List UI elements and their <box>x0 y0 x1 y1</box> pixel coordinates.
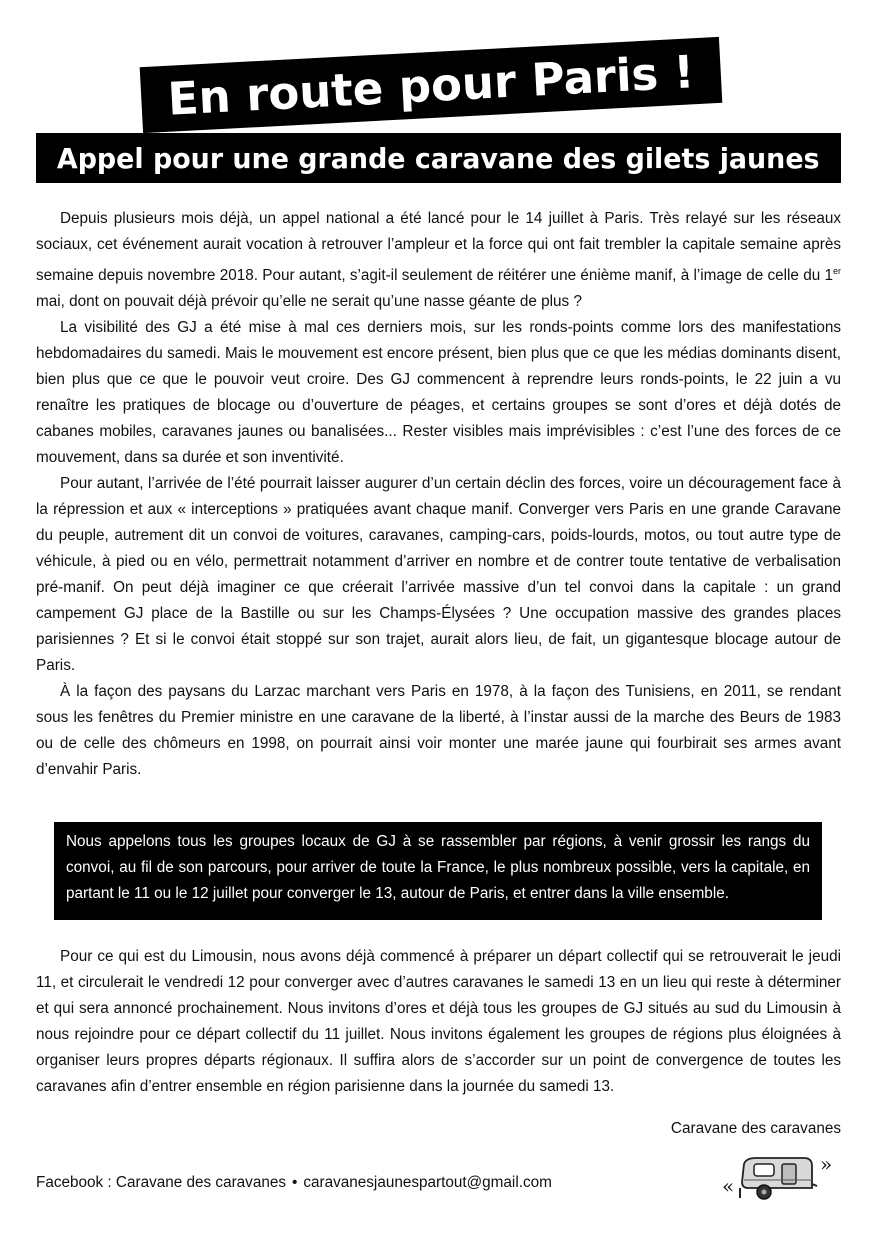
subtitle-bar <box>36 133 841 183</box>
signature: Caravane des caravanes <box>670 1120 841 1137</box>
paragraph-3: Pour autant, l’arrivée de l’été pourrait laisser augurer d’un certain déclin des forces, voire un découragement face à la répression et aux « interceptions » pratiquées avant chaque manif. Converger vers Paris en une grande Caravane du peuple, autrement dit un convoi de voitures, caravanes, camping-cars, poids-lourds, motos, ou tout autre type de véhicule, à pied ou en vélo, permettrait notamment d’arriver en nombre et de contrer toute tentative de verbalisation pré-manif. On peut déjà imaginer ce que créerait l’arrivée massive d’un tel convoi dans la capitale : un grand campement GJ place de la Bastille ou sur les Champs-Élysées ? Une occupation massive des grandes places parisiennes ? Et si le convoi était stoppé sur son trajet, aurait alors lieu, de fait, un gigantesque blocage autour de Paris. <box>36 475 841 675</box>
caravan-icon <box>738 1154 818 1204</box>
footer-contact <box>36 1174 552 1192</box>
title-banner <box>140 37 723 133</box>
paragraph-1-text-b: mai, dont on pouvait déjà prévoir qu’elle ne serait qu’une nasse géante de plus ? <box>36 293 582 311</box>
close-quote-mark: » <box>820 1152 833 1176</box>
call-to-action-text: Nous appelons tous les groupes locaux de GJ à se rassembler par régions, à venir grossir les rangs du convoi, au fil de son parcours, pour arriver de toute la France, le plus nombreux possible, vers la capitale, en partant le 11 ou le 12 juillet pour converger le 13, autour de Paris, et entrer dans la ville ensemble. <box>66 833 810 902</box>
facebook-link[interactable]: Facebook : Caravane des caravanes <box>36 1174 286 1191</box>
caravan-logo <box>722 1148 840 1208</box>
call-to-action-box <box>54 822 822 920</box>
paragraph-5: Pour ce qui est du Limousin, nous avons déjà commencé à préparer un départ collectif qui se retrouverait le jeudi 11, et circulerait le vendredi 12 pour converger avec d’autres caravanes le samedi 13 en un lieu qui reste à déterminer et qui sera annoncé prochainement. Nous invitons d’ores et déjà tous les groupes de GJ situés au sud du Limousin à nous rejoindre pour ce départ collectif du 11 juillet. Nous invitons également les groupes de régions plus éloignées à organiser leurs propres départs régionaux. Il suffira alors de s’accorder sur un point de convergence de toutes les caravanes afin d’entrer ensemble en région parisienne dans la journée du samedi 13. <box>36 948 841 1095</box>
paragraph-1 <box>36 206 841 315</box>
paragraph-4: À la façon des paysans du Larzac marchant vers Paris en 1978, à la façon des Tunisiens, en 2011, se rendant sous les fenêtres du Premier ministre en une caravane de la liberté, à l’instar aussi de la marche des Beurs de 1983 ou de celle des chômeurs en 1998, on pourrait ainsi voir monter une marée jaune qui fourbirait ses armes avant d’envahir Paris. <box>36 683 841 779</box>
footer-separator: • <box>292 1174 298 1191</box>
open-quote-mark: « <box>722 1174 735 1198</box>
email-link[interactable]: caravanesjaunespartout@gmail.com <box>303 1174 552 1191</box>
article-body <box>36 206 841 783</box>
page-subtitle: Appel pour une grande caravane des gilets jaunes <box>57 141 820 175</box>
ordinal-suffix: er <box>832 266 841 276</box>
paragraph-2: La visibilité des GJ a été mise à mal ces derniers mois, sur les ronds-points comme lors des manifestations hebdomadaires du samedi. Mais le mouvement est encore présent, bien plus que ce que les médias dominants disent, bien plus que ce que le pouvoir veut croire. Des GJ commencent à reprendre leurs ronds-points, le 22 juin a vu renaître les pratiques de blocage ou d’ouverture de péages, et certains groupes se sont d’ores et déjà dotés de cabanes mobiles, caravanes jaunes ou banalisées... Rester visibles mais imprévisibles : c’est l’une des forces de ce mouvement, dans sa durée et son inventivité. <box>36 319 841 467</box>
page-title: En route pour Paris ! <box>166 44 696 126</box>
paragraph-1-text-a: Depuis plusieurs mois déjà, un appel national a été lancé pour le 14 juillet à Paris. Très relayé sur les réseaux sociaux, cet événement aurait vocation à retrouver l’ampleur et la force qui ont fait trembler la capitale semaine après semaine depuis novembre 2018. Pour autant, s’agit-il seulement de réitérer une énième manif, à l’image de celle du 1 <box>36 210 841 285</box>
article-body-continued <box>36 944 841 1100</box>
